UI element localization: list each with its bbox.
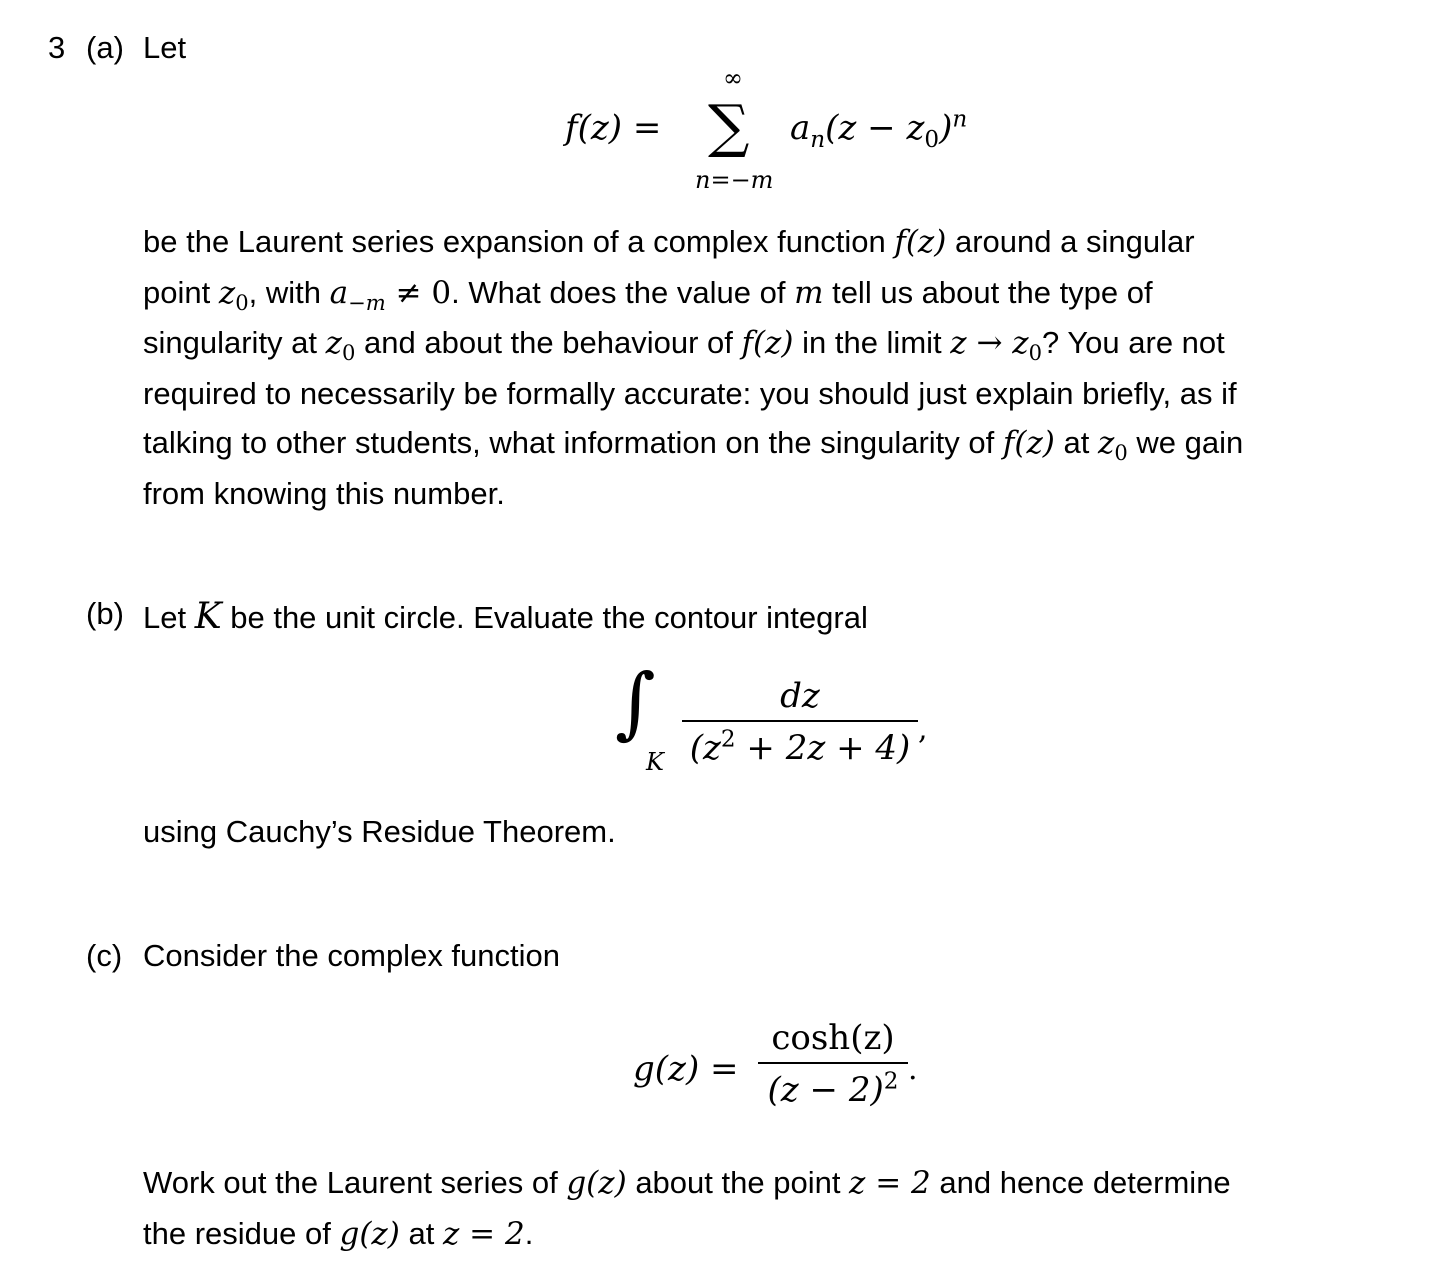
integral-fraction: [682, 676, 918, 768]
part-a-label: (a): [86, 30, 124, 65]
text: talking to other students, what information on the singularity of: [143, 425, 1003, 460]
math-f-z: f(z): [894, 224, 947, 260]
integral-trailing-comma: ,: [918, 712, 928, 747]
text: tell us about the type of: [823, 274, 1153, 310]
g-fraction: [758, 1018, 908, 1110]
math-sub-0: 0: [1028, 340, 1043, 366]
sum-lower-limit: n=−m: [695, 166, 774, 194]
question-number: 3: [48, 30, 66, 65]
math-sub-0: 0: [341, 340, 356, 366]
term-coefficient: a: [790, 108, 811, 148]
math-g-z: g(z): [339, 1215, 400, 1252]
math-sub-minus-m: −m: [348, 289, 386, 315]
text: Work out the Laurent series of: [143, 1165, 567, 1200]
term-exponent: n: [952, 106, 968, 133]
math-z: z: [1097, 425, 1115, 461]
g-lhs: g(z) =: [633, 1049, 739, 1089]
sum-upper-limit: ∞: [723, 64, 743, 92]
part-c-label: (c): [86, 938, 123, 973]
sum-term: [790, 106, 968, 153]
den-part: + 2z + 4): [735, 728, 911, 768]
part-c-line-1: [143, 1158, 1428, 1209]
fraction-bar: [682, 720, 918, 722]
integral-symbol: ∫: [615, 658, 656, 748]
math-K: K: [194, 596, 222, 637]
g-den-part: (z − 2): [767, 1070, 884, 1110]
math-z-equals-2: z = 2: [442, 1215, 525, 1252]
math-z: z: [218, 274, 236, 311]
sum-symbol: ∑: [708, 92, 750, 160]
part-b-after: using Cauchy’s Residue Theorem.: [143, 814, 616, 849]
math-z-equals-2: z = 2: [849, 1165, 931, 1201]
text: , with: [248, 274, 330, 310]
math-limit: z → z: [950, 325, 1029, 361]
text: from knowing this number.: [143, 475, 505, 511]
part-a-line-3: [143, 318, 1428, 369]
text: Let: [143, 600, 195, 635]
part-a-line-2: [143, 268, 1428, 319]
g-fraction-bar: [758, 1062, 908, 1064]
math-not-equal-zero: ≠ 0: [385, 274, 452, 311]
text: .: [524, 1215, 534, 1251]
math-m: m: [794, 274, 824, 311]
math-f-z: f(z): [741, 325, 794, 361]
math-z: z: [325, 325, 342, 361]
text: ? You are not: [1042, 325, 1225, 360]
text: the residue of: [143, 1215, 340, 1251]
g-den-exponent: 2: [883, 1068, 899, 1095]
math-g-z: g(z): [566, 1165, 627, 1201]
g-denominator: [758, 1070, 908, 1110]
term-bracket: (z − z: [825, 108, 925, 148]
text: about the point: [626, 1165, 850, 1200]
fraction-numerator: dz: [780, 676, 820, 716]
text: be the Laurent series expansion of a complex function: [143, 224, 895, 259]
g-trailing-period: .: [908, 1052, 918, 1087]
integral-subscript: K: [646, 748, 664, 776]
term-coefficient-subscript: n: [810, 126, 826, 153]
part-a-line-4: [143, 369, 1428, 419]
term-z0-subscript: 0: [924, 126, 940, 153]
part-b-intro: [143, 596, 868, 637]
text: around a singular: [946, 224, 1195, 259]
text: be the unit circle. Evaluate the contour integral: [221, 600, 868, 635]
text: and about the behaviour of: [355, 325, 742, 360]
text: at: [1054, 425, 1098, 460]
part-a-intro: Let: [143, 30, 187, 65]
text: at: [399, 1215, 443, 1251]
text: in the limit: [793, 325, 951, 360]
math-f-z: f(z): [1002, 425, 1055, 461]
den-exponent: 2: [720, 726, 736, 753]
text: singularity at: [143, 325, 326, 360]
part-a-line-1: [143, 217, 1428, 268]
part-c-line-2: [143, 1209, 1428, 1260]
term-bracket-close: ): [939, 108, 953, 148]
part-a-line-6: [143, 469, 1428, 519]
text: required to necessarily be formally accurate: you should just explain briefly, as if: [143, 375, 1237, 411]
text: . What does the value of: [451, 274, 795, 310]
part-a-paragraph: [143, 217, 1428, 518]
text: and hence determine: [930, 1165, 1231, 1200]
equation-lhs: f(z) =: [565, 108, 662, 148]
den-part: (z: [689, 728, 721, 768]
text: point: [143, 274, 219, 310]
part-c-intro: Consider the complex function: [143, 938, 561, 973]
text: we gain: [1127, 425, 1244, 460]
math-a: a: [329, 274, 349, 311]
g-numerator: [758, 1018, 908, 1058]
part-c-paragraph: [143, 1158, 1428, 1259]
fraction-denominator: [682, 728, 918, 768]
math-sub-0: 0: [1114, 440, 1128, 466]
part-a-line-5: [143, 418, 1428, 469]
g-numerator-text: cosh(z): [771, 1018, 895, 1058]
math-sub-0: 0: [235, 289, 249, 315]
part-b-label: (b): [86, 596, 124, 631]
